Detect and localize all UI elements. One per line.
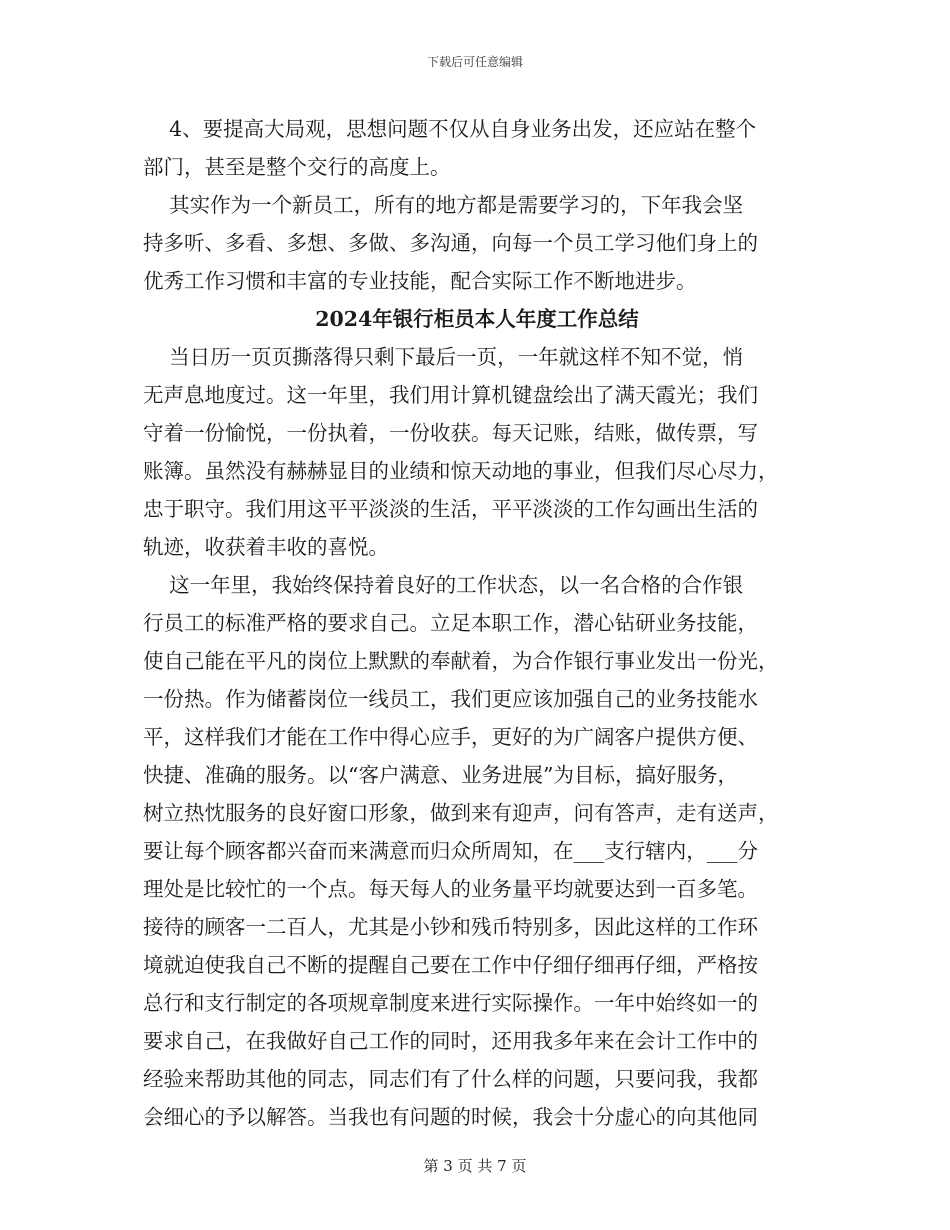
text-line: 使自己能在平凡的岗位上默默的奉献着，为合作银行事业发出一份光， (143, 649, 779, 673)
text-line: 总行和支行制定的各项规章制度来进行实际操作。一年中始终如一的 (143, 991, 758, 1015)
text-line: 理处是比较忙的一个点。每天每人的业务量平均就要达到一百多笔。 (143, 877, 758, 901)
text-line: 持多听、多看、多想、多做、多沟通，向每一个员工学习他们身上的 (143, 231, 758, 255)
text-line: 快捷、准确的服务。以“客户满意、业务进展”为目标，搞好服务， (143, 763, 738, 787)
document-body (143, 110, 811, 1136)
text-line: 经验来帮助其他的同志，同志们有了什么样的问题，只要问我，我都 (143, 1067, 758, 1091)
text-line: 这一年里，我始终保持着良好的工作状态，以一名合格的合作银 (143, 573, 744, 597)
text-line: 会细心的予以解答。当我也有问题的时候，我会十分虚心的向其他同 (143, 1105, 758, 1129)
text-line: 树立热忱服务的良好窗口形象，做到来有迎声，问有答声，走有送声， (143, 801, 779, 825)
text-line: 要求自己，在我做好自己工作的同时，还用我多年来在会计工作中的 (143, 1029, 758, 1053)
text-line: 忠于职守。我们用这平平淡淡的生活，平平淡淡的工作勾画出生活的 (143, 497, 758, 521)
text-line: 优秀工作习惯和丰富的专业技能，配合实际工作不断地进步。 (143, 269, 697, 293)
text-line: 行员工的标准严格的要求自己。立足本职工作，潜心钻研业务技能， (143, 611, 758, 635)
text-line: 要让每个顾客都兴奋而来满意而归众所周知，在___支行辖内，___分 (143, 839, 758, 863)
text-line: 轨迹，收获着丰收的喜悦。 (143, 535, 389, 559)
text-line: 接待的顾客一二百人，尤其是小钞和残币特别多，因此这样的工作环 (143, 915, 758, 939)
text-line: 其实作为一个新员工，所有的地方都是需要学习的，下年我会坚 (143, 193, 744, 217)
text-line: 4、要提高大局观，思想问题不仅从自身业务出发，还应站在整个 (143, 117, 757, 141)
text-line: 当日历一页页撕落得只剩下最后一页，一年就这样不知不觉，悄 (143, 345, 744, 369)
text-line: 境就迫使我自己不断的提醒自己要在工作中仔细仔细再仔细，严格按 (143, 953, 758, 977)
text-line: 部门，甚至是整个交行的高度上。 (143, 155, 451, 179)
text-line: 守着一份愉悦，一份执着，一份收获。每天记账，结账，做传票，写 (143, 421, 758, 445)
page-header-note: 下载后可任意编辑 (426, 55, 523, 69)
text-line: 平，这样我们才能在工作中得心应手，更好的为广阔客户提供方便、 (143, 725, 758, 749)
page-number: 第 3 页 共 7 页 (423, 1157, 527, 1175)
text-line: 无声息地度过。这一年里，我们用计算机键盘绘出了满天霞光；我们 (143, 383, 758, 407)
text-line: 账簿。虽然没有赫赫显目的业绩和惊天动地的事业，但我们尽心尽力， (143, 459, 779, 483)
text-line: 一份热。作为储蓄岗位一线员工，我们更应该加强自己的业务技能水 (143, 687, 758, 711)
section-title: 2024年银行柜员本人年度工作总结 (315, 307, 639, 331)
